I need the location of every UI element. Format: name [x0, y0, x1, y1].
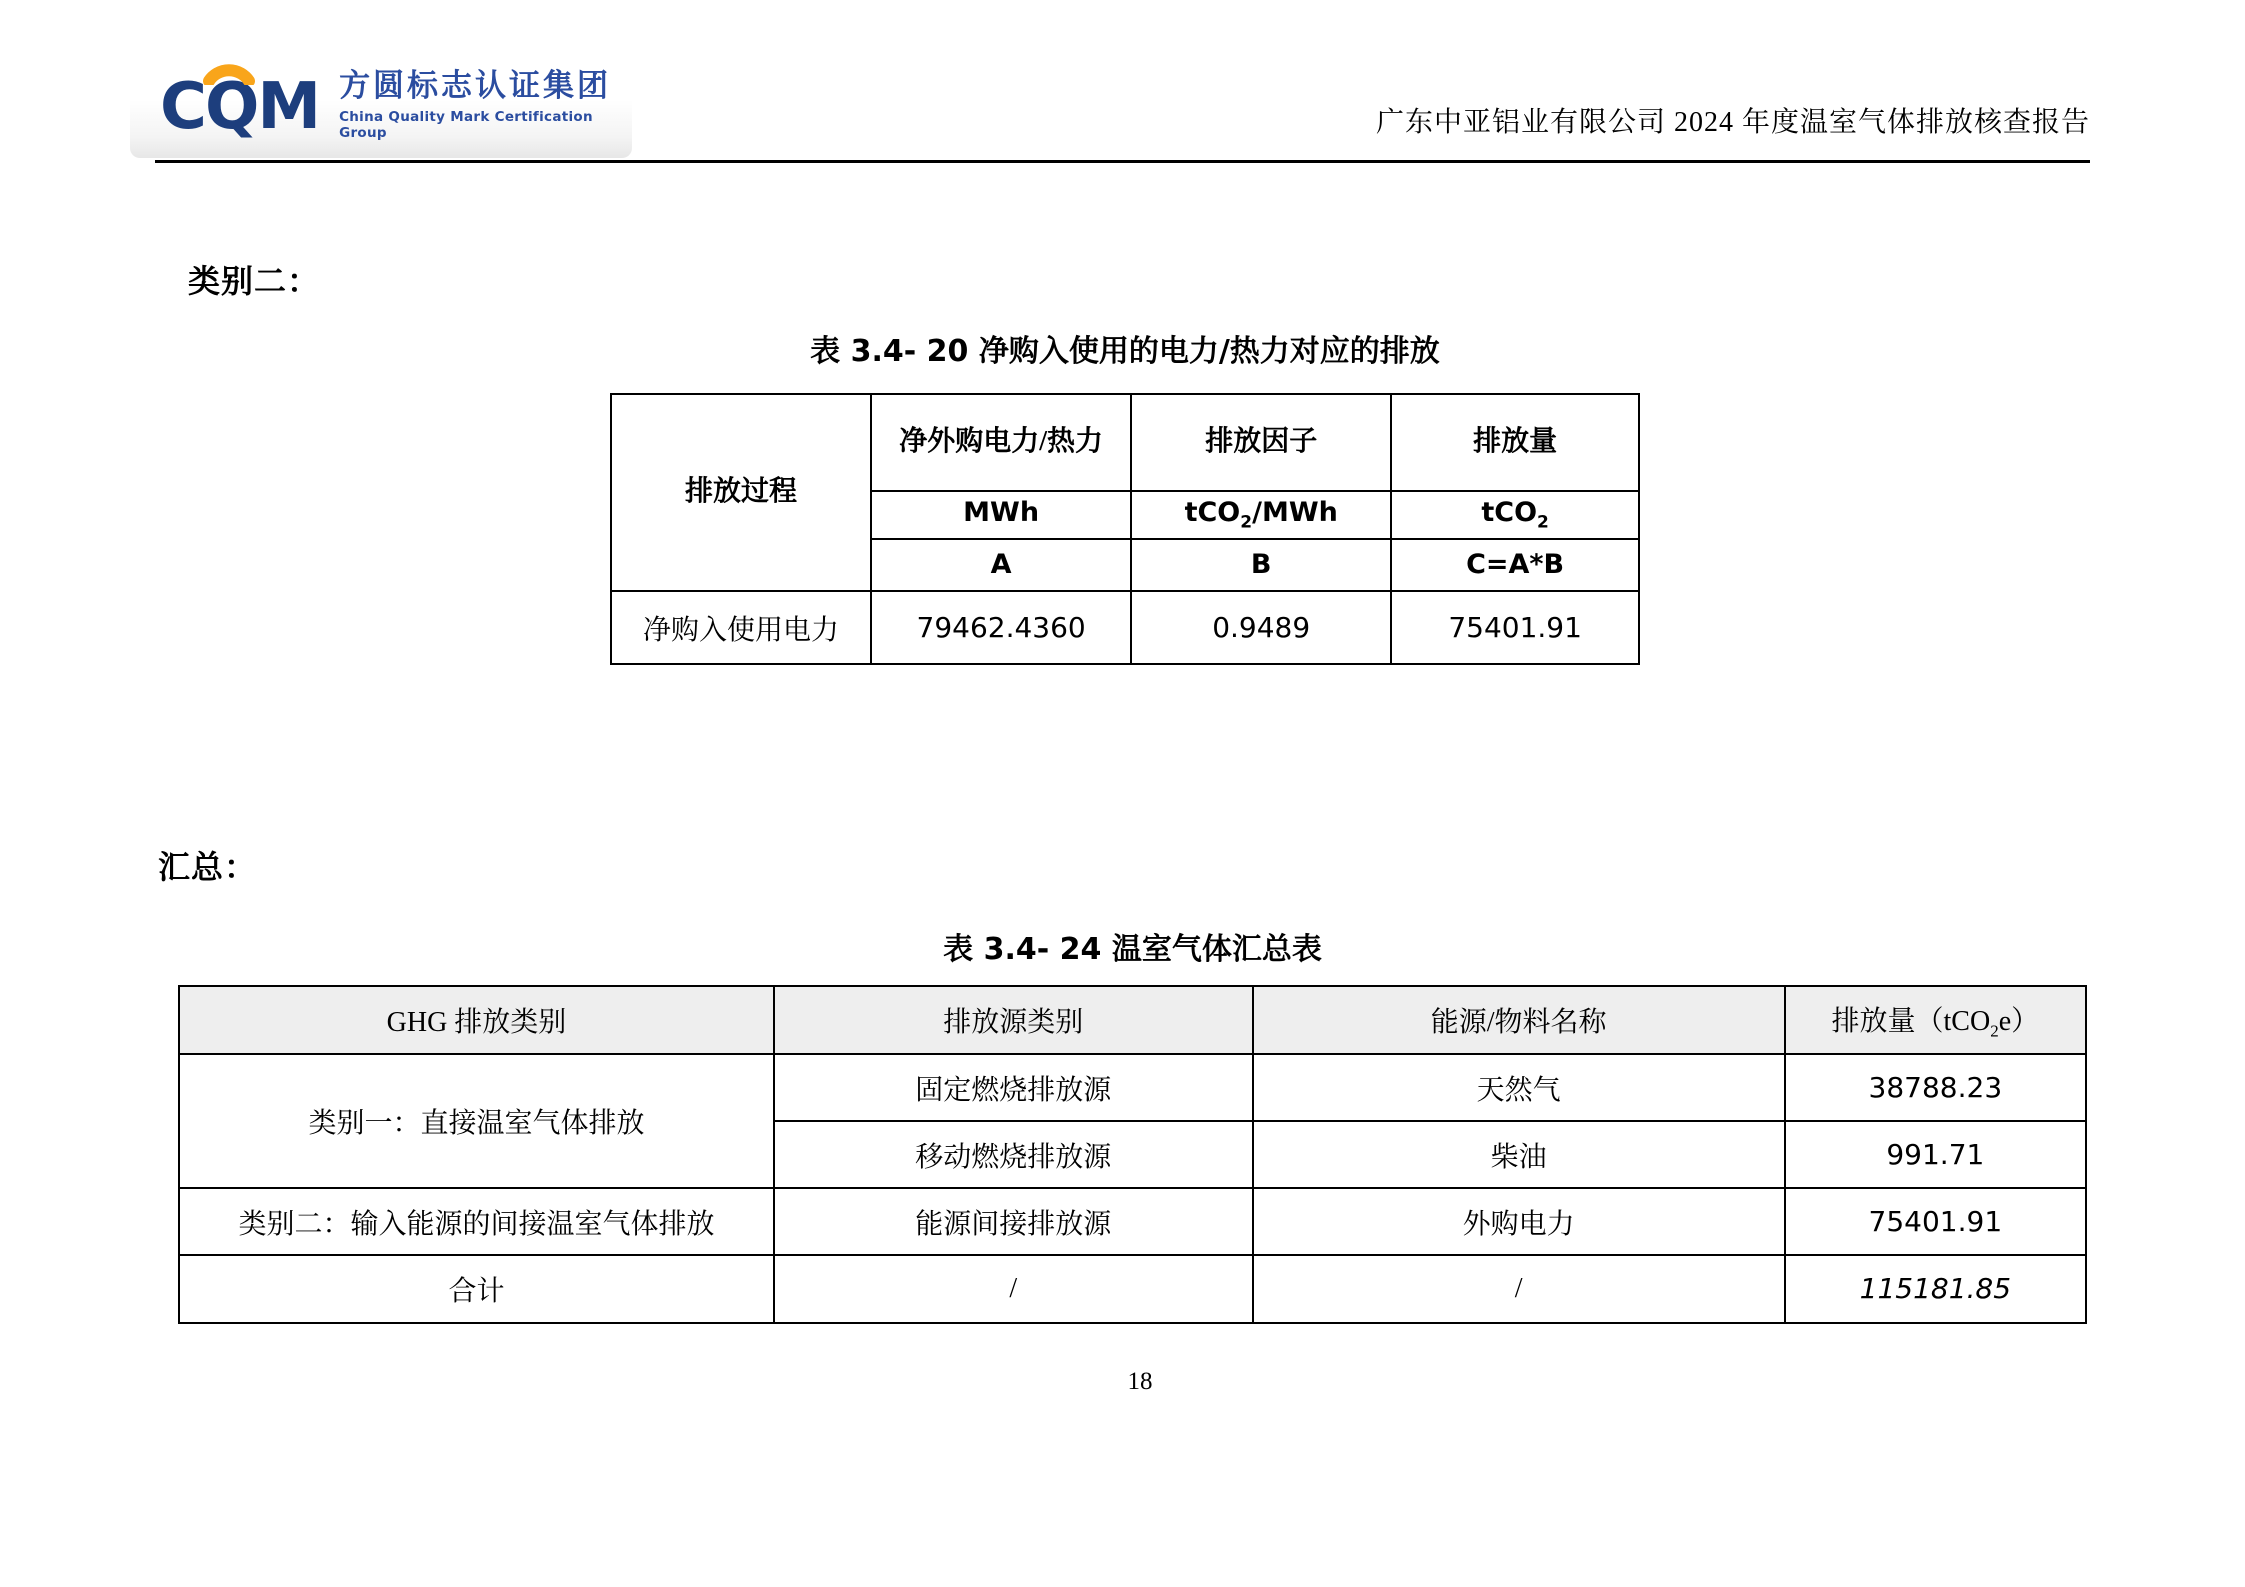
table-header-row [179, 986, 2086, 1054]
cell-category1-label: 类别一：直接温室气体排放 [179, 1054, 774, 1188]
th-material-name: 能源/物料名称 [1253, 986, 1785, 1054]
th-net-purchased-power: 净外购电力/热力 [871, 394, 1131, 491]
cell-power-value: 79462.4360 [871, 591, 1131, 664]
header-divider [155, 160, 2090, 163]
table-row [179, 1054, 2086, 1121]
table-total-row [179, 1255, 2086, 1323]
ghg-summary-table [178, 985, 2087, 1324]
cell-energy-indirect-source: 能源间接排放源 [774, 1188, 1253, 1255]
page-number: 18 [1127, 1368, 1153, 1395]
cell-purchased-electricity: 外购电力 [1253, 1188, 1785, 1255]
th-source-category: 排放源类别 [774, 986, 1253, 1054]
cell-diesel: 柴油 [1253, 1121, 1785, 1188]
cell-total-value: 115181.85 [1785, 1255, 2086, 1323]
cell-natural-gas-value: 38788.23 [1785, 1054, 2086, 1121]
table-row [611, 591, 1639, 664]
cell-natural-gas: 天然气 [1253, 1054, 1785, 1121]
symbol-b: B [1131, 539, 1391, 591]
symbol-c: C=A*B [1391, 539, 1639, 591]
cell-electricity-value: 75401.91 [1785, 1188, 2086, 1255]
logo-english-name: China Quality Mark Certification Group [339, 108, 593, 141]
electricity-emission-table [610, 393, 1640, 665]
section-summary-label: 汇总： [158, 849, 258, 885]
report-header-title: 广东中亚铝业有限公司 2024 年度温室气体排放核查报告 [1375, 107, 2090, 138]
unit-tco2: tCO$_2$ [1391, 491, 1639, 539]
table2-title: 表 3.4- 24 温室气体汇总表 [943, 932, 1322, 967]
cell-mobile-source: 移动燃烧排放源 [774, 1121, 1253, 1188]
cell-total-label: 合计 [179, 1255, 774, 1323]
cell-emission-value: 75401.91 [1391, 591, 1639, 664]
logo-chinese-name: 方圆标志认证集团 [339, 68, 612, 105]
cell-total-source-slash: / [774, 1255, 1253, 1323]
table1-title: 表 3.4- 20 净购入使用的电力/热力对应的排放 [810, 334, 1440, 369]
table-row [179, 1188, 2086, 1255]
cell-total-material-slash: / [1253, 1255, 1785, 1323]
table-row [611, 394, 1639, 491]
symbol-a: A [871, 539, 1131, 591]
cqm-orange-arc-icon [202, 59, 256, 85]
unit-tco2-per-mwh: tCO$_2$/MWh [1131, 491, 1391, 539]
th-emission-tco2e: 排放量（tCO$_2$e） [1785, 986, 2086, 1054]
cell-stationary-source: 固定燃烧排放源 [774, 1054, 1253, 1121]
th-ghg-category: GHG 排放类别 [179, 986, 774, 1054]
unit-mwh: MWh [871, 491, 1131, 539]
th-emission-amount: 排放量 [1391, 394, 1639, 491]
cqm-logo-text: CQM [160, 70, 320, 144]
th-emission-factor: 排放因子 [1131, 394, 1391, 491]
cell-diesel-value: 991.71 [1785, 1121, 2086, 1188]
cell-category2-label: 类别二：输入能源的间接温室气体排放 [179, 1188, 774, 1255]
cell-process-label: 净购入使用电力 [611, 591, 871, 664]
cell-factor-value: 0.9489 [1131, 591, 1391, 664]
th-process: 排放过程 [611, 394, 871, 591]
section-category2-label: 类别二： [188, 263, 321, 299]
